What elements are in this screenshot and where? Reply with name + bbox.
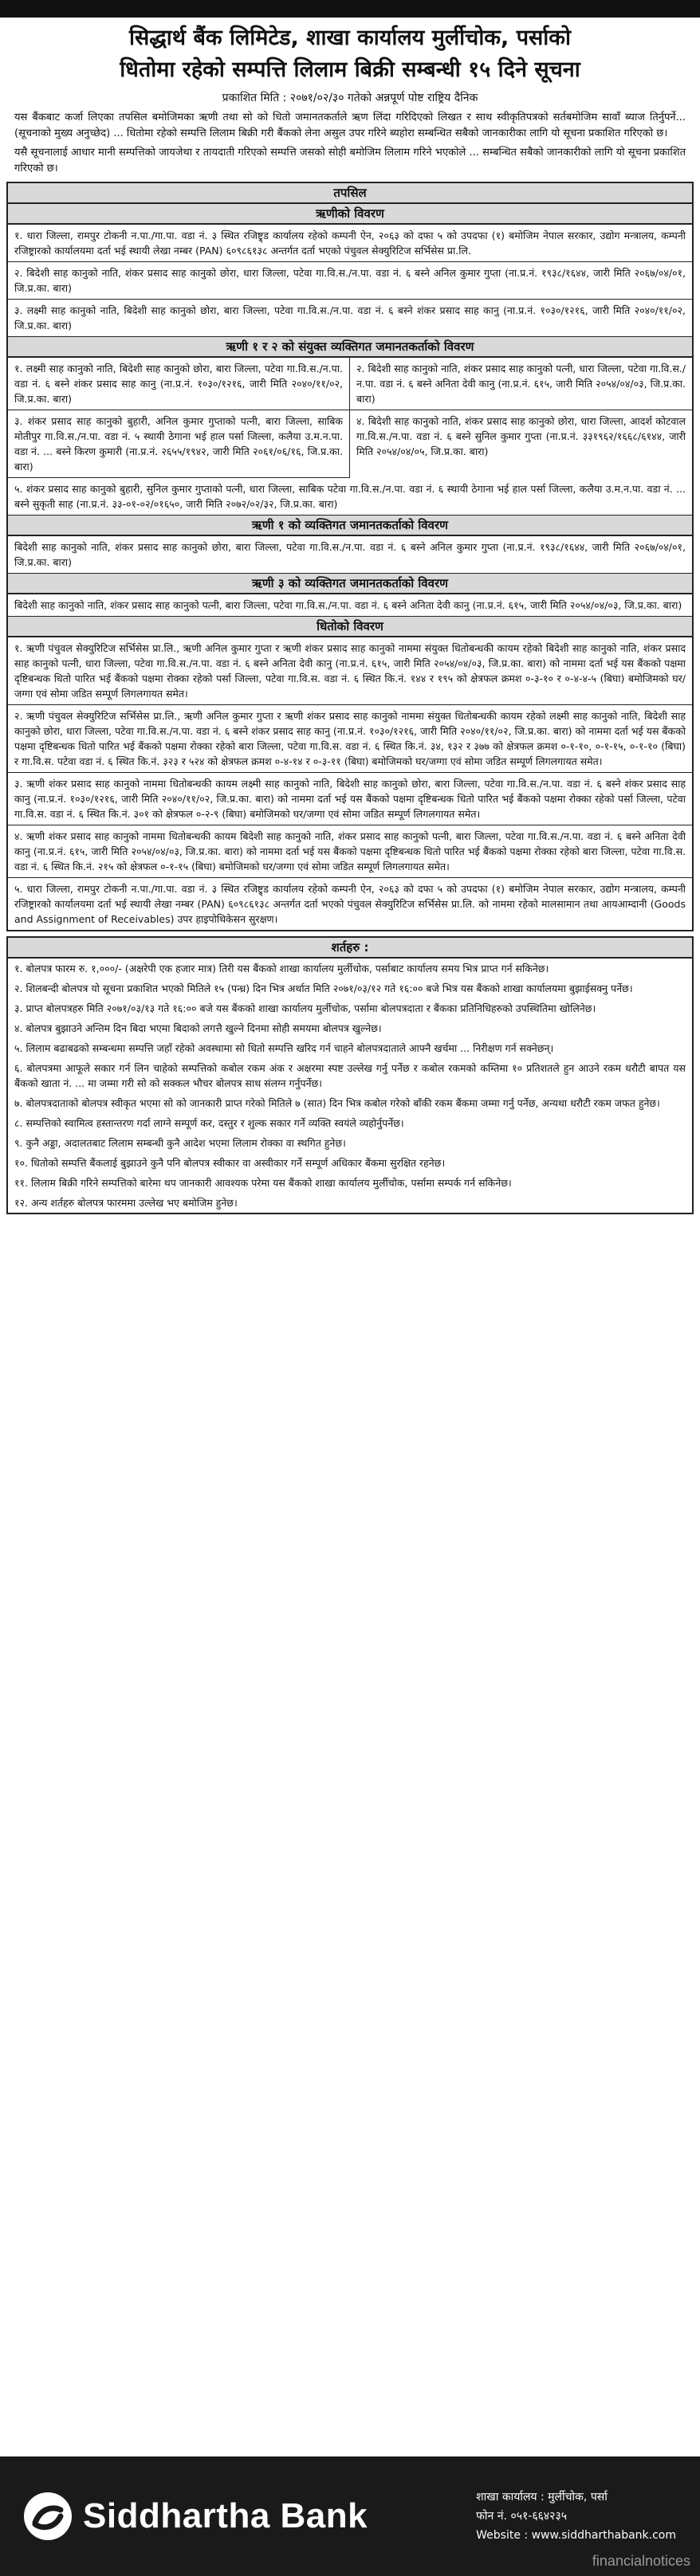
bank-name: Siddhartha Bank [83, 2496, 368, 2535]
term-item: १०. धितोको सम्पत्ति बैंकलाई बुझाउने कुनै पनि बोलपत्र स्वीकार वा अस्वीकार गर्ने सम्पूर्ण अधिकार बैंकमा सुरक्षित रहनेछ। [14, 1157, 446, 1169]
title-line-2: धितोमा रहेको सम्पत्ति लिलाम बिक्री सम्बन्धी १५ दिने सूचना [120, 57, 580, 82]
collateral-heading: धितोको विवरण [8, 617, 692, 637]
borrower-item: १. धारा जिल्ला, रामपुर टोकनी न.पा./गा.पा. वडा नं. ३ स्थित रजिष्ट्र्ड कार्यालय रहेको कम्पनी ऐन, २०६३ को दफा ५ को उपदफा (१) बमोजिम नेपाल सरकार, उद्योग मन्त्रालय, कम्पनी रजिष्ट्रारको कार्यालयमा दर्ता भई स्थायी लेखा नम्बर (PAN) ६०९८६१३८ अन्तर्गत दर्ता भएको पंचुवल सेक्युरिटिज सर्भिसेस प्रा.लि. [8, 225, 692, 262]
collateral-item: २. ऋणी पंचुवल सेक्युरिटिज सर्भिसेस प्रा.लि., ऋणी अनिल कुमार गुप्ता र ऋणी शंकर प्रसाद साह कानुको नाममा संयुक्त धितोबन्धकी कायम रहेको लक्ष्मी साह कानुको नाति, बिदेशी साह कानुको छोरा, धारा जिल्ला, पटेवा गा.वि.स./न.पा. वडा नं. ६ बस्ने शंकर प्रसाद साह कानु (ना.प्र.नं. १०३०/१२१६, जारी मिति २०४०/११/०२, जि.प्र.का. बारा) को नाममा दर्ता भई यस बैंकको पक्षमा दृष्टिबन्धक धितो पारित भई बैंकको पक्षमा रोक्का रहेको बारा जिल्ला, पटेवा गा.वि.स. वडा नं. ६ स्थित कि.नं. ३४, १३२ र ३७७ को क्षेत्रफल क्रमश ०-१-१०, ०-१-१५, ०-१-१० (बिघा) र गा.वि.स. पटेवा वडा नं. ६ स्थित कि.नं. ३२३ र ५२४ को क्षेत्रफल क्रमश ०-४-१४ र ०-३-११ (बिघा) बमोजिमको घर/जग्गा एवं सोमा जडित सम्पूर्ण लिगलगायत समेत। [8, 705, 692, 773]
guarantor-item: १. लक्ष्मी साह कानुको नाति, बिदेशी साह कानुको छोरा, बारा जिल्ला, पटेवा गा.वि.स./न.पा. वडा नं. ६ बस्ने शंकर प्रसाद साह कानु (ना.प्र.नं. १०३०/१२१६, जारी मिति २०४०/११/०२, जि.प्र.का. बारा) [8, 358, 350, 410]
terms-heading: शर्तहरु : [8, 938, 692, 959]
term-item: ५. लिलाम बढाबढको सम्बन्धमा सम्पत्ति जहाँ रहेको अवस्थामा सो धितो सम्पत्ति खरिद गर्न चाहने बोलपत्रदाताले आफ्नै खर्चमा ... निरीक्षण गर्न सक्नेछन्। [14, 1042, 554, 1054]
borrower-item: ३. लक्ष्मी साह कानुको नाति, बिदेशी साह कानुको छोरा, बारा जिल्ला, पटेवा गा.वि.स./न.पा. वडा नं. ६ बस्ने शंकर प्रसाद साह कानु (ना.प्र.नं. १०३०/१२१६, जारी मिति २०४०/११/०२, जि.प्र.का. बारा) [8, 300, 692, 337]
borrower-item: २. बिदेशी साह कानुको नाति, शंकर प्रसाद साह कानुको छोरा, धारा जिल्ला, पटेवा गा.वि.स./न.पा. वडा नं. ६ बस्ने अनिल कुमार गुप्ता (ना.प्र.नं. १९३८/१६४४, जारी मिति २०६७/०४/०१, जि.प्र.का. बारा) [8, 262, 692, 300]
guarantor-item: ३. शंकर प्रसाद साह कानुको बुहारी, अनिल कुमार गुप्ताको पत्नी, बारा जिल्ला, साबिक मोतीपुर गा.वि.स./न.पा. वडा नं. ५ स्थायी ठेगाना भई हाल पर्सा जिल्ला, कलैया उ.म.न.पा. वडा नं. ... बस्ने किरण कुमारी (ना.प्र.नं. २६५५/१९४२, जारी मिति २०६१/०६/१६, जि.प्र.का. बारा) [8, 410, 350, 478]
tapasil-heading: तपसिल [8, 183, 692, 204]
term-item: ११. लिलाम बिक्री गरिने सम्पत्तिको बारेमा थप जानकारी आवश्यक परेमा यस बैंकको शाखा कार्यालय मुर्लीचोक, पर्सामा सम्पर्क गर्न सकिनेछ। [14, 1177, 512, 1189]
guarantor-item: २. बिदेशी साह कानुको नाति, शंकर प्रसाद साह कानुको पत्नी, धारा जिल्ला, पटेवा गा.वि.स./न.पा. वडा नं. ६ बस्ने अनिता देवी कानु (ना.प्र.नं. ६१५, जारी मिति २०५४/०४/०३, जि.प्र.का. बारा) [350, 358, 692, 410]
collateral-item: ५. धारा जिल्ला, रामपुर टोकनी न.पा./गा.पा. वडा नं. ३ स्थित रजिष्ट्र्ड कार्यालय रहेको कम्पनी ऐन, २०६३ को दफा ५ को उपदफा (१) बमोजिम नेपाल सरकार, उद्योग मन्त्रालय, कम्पनी रजिष्ट्रारको कार्यालयमा दर्ता भई स्थायी लेखा नम्बर (PAN) ६०९८६१३८ अन्तर्गत दर्ता भएको पंचुवल सेक्युरिटिज सर्भिसेस प्रा.लि. को नाममा रहेको मालसामान तथा आयआम्दानी (Goods and Assignment of Receivables) उपर हाइपोथिकेसन सुरक्षण। [14, 883, 686, 925]
borrowers-heading: ऋणीको विवरण [8, 204, 692, 225]
collateral-item: ३. ऋणी शंकर प्रसाद साह कानुको नाममा धितोबन्धकी कायम लक्ष्मी साह कानुको नाति, बिदेशी साह कानुको छोरा, बारा जिल्ला, पटेवा गा.वि.स./न.पा. वडा नं. ६ बस्ने शंकर प्रसाद साह कानु (ना.प्र.नं. १०३०/१२१६, जारी मिति २०४०/११/०२, जि.प्र.का. बारा) को नाममा दर्ता भई यस बैंकको पक्षमा दृष्टिबन्धक धितो पारित भई बैंकको पक्षमा रोक्का रहेको पर्सा जिल्ला, पटेवा गा.वि.स. वडा नं. ६ स्थित कि.नं. ३०१ को क्षेत्रफल ०-२-९ (बिघा) बमोजिमको घर/जग्गा एवं सोमा जडित सम्पूर्ण लिगलगायत समेत। [8, 773, 692, 825]
guarantor-3-heading: ऋणी ३ को व्यक्तिगत जमानतकर्ताको विवरण [8, 574, 692, 594]
term-item: ८. सम्पत्तिको स्वामित्व हस्तान्तरण गर्दा लाग्ने सम्पूर्ण कर, दस्तुर र शुल्क सकार गर्ने व्यक्ति स्वयंले व्यहोर्नुपर्नेछ। [14, 1117, 404, 1129]
guarantor-item: ५. शंकर प्रसाद साह कानुको बुहारी, सुनिल कुमार गुप्ताको पत्नी, धारा जिल्ला, साबिक पटेवा गा.वि.स./न.पा. वडा नं. ६ स्थायी ठेगाना भई हाल पर्सा जिल्ला, कलैया उ.म.न.पा. वडा नं. ... बस्ने सुकृती साह (ना.प्र.नं. ३३-०१-०२/०१६५०, जारी मिति २०७२/०२/३२, जि.प्र.का. बारा) [8, 478, 692, 516]
guarantors-12-grid [8, 358, 692, 478]
term-item: १. बोलपत्र फारम रु. १,०००/- (अक्षरेपी एक हजार मात्र) तिरी यस बैंकको शाखा कार्यालय मुर्लीचोक, पर्साबाट कार्यालय समय भित्र प्राप्त गर्न सकिनेछ। [14, 963, 549, 974]
term-item: ६. बोलपत्रमा आफूले सकार गर्न लिन चाहेको सम्पत्तिको कबोल रकम अंक र अक्षरमा स्पष्ट उल्लेख गर्नु पर्नेछ र कबोल रकमको कम्तिमा १० प्रतिशतले हुन आउने रकम धरौटी बापत यस बैंकको खाता नं. ... मा जम्मा गरी सो को सक्कल भौचर बोलपत्र साथ संलग्न गर्नुपर्नेछ। [14, 1062, 686, 1089]
term-item: ७. बोलपत्रदाताको बोलपत्र स्वीकृत भएमा सो को जानकारी प्राप्त गरेको मितिले ७ (सात) दिन भित्र कबोल गरेको बाँकी रकम बैंकमा जम्मा गर्नु पर्नेछ, अन्यथा धरौटी रकम जफत हुनेछ। [14, 1097, 660, 1109]
bank-brand [24, 2492, 368, 2540]
intro-paragraph-1: यस बैंकबाट कर्जा लिएका तपसिल बमोजिमका ऋणी तथा सो को धितो जमानतकर्ताले ऋण लिंदा गरिदिएको लिखत र साथ स्वीकृतिपत्रको सर्तबमोजिम सावाँ ब्याज तिर्नुपर्ने... (सूचनाको मुख्य अनुच्छेद) ... धितोमा रहेको सम्पत्ति लिलाम बिक्री गरी बैंकको लेना असुल उपर गरिने ब्यहोरा सम्बन्धित सबैको जानकारीका लागि यो सूचना प्रकाशित गरिएको छ। [14, 112, 686, 139]
notice-title [0, 18, 700, 86]
publication-info: प्रकाशित मिति : २०७१/०२/३० गतेको अन्नपूर्ण पोष्ट राष्ट्रिय दैनिक [222, 92, 478, 104]
guarantor-1-text: बिदेशी साह कानुको नाति, शंकर प्रसाद साह कानुको छोरा, बारा जिल्ला, पटेवा गा.वि.स./न.पा. वडा नं. ६ बस्ने अनिल कुमार गुप्ता (ना.प्र.नं. १९३८/१६४४, जारी मिति २०६७/०४/०१, जि.प्र.का. बारा) [8, 536, 692, 574]
collateral-item: १. ऋणी पंचुवल सेक्युरिटिज सर्भिसेस प्रा.लि., ऋणी अनिल कुमार गुप्ता र ऋणी शंकर प्रसाद साह कानुको नाममा संयुक्त धितोबन्धकी कायम रहेको बिदेशी साह कानुको नाति, शंकर प्रसाद साह कानुको पत्नी, धारा जिल्ला, पटेवा गा.वि.स./न.पा. वडा नं. ६ बस्ने अनिता देवी कानु (ना.प्र.नं. ६१५, जारी मिति २०५४/०४/०३, जि.प्र.का. बारा) को नाममा दर्ता भई यस बैंकको पक्षमा दृष्टिबन्धक धितो पारित भई बैंकको पक्षमा रोक्का रहेको पर्सा जिल्ला, पटेवा गा.वि.स. वडा नं. ६ स्थित कि.नं. १४४ र १९५ को क्षेत्रफल क्रमश ०-३-१० र ०-४-४-५ (बिघा) बमोजिमको घर/जग्गा एवं सोमा जडित सम्पूर्ण लिगलगायत समेत। [8, 637, 692, 705]
term-item: १२. अन्य शर्तहरु बोलपत्र फारममा उल्लेख भए बमोजिम हुनेछ। [14, 1197, 238, 1209]
guarantor-item: ४. बिदेशी साह कानुको नाति, शंकर प्रसाद साह कानुको छोरा, धारा जिल्ला, आदर्श कोटवाल गा.वि.स./न.पा. वडा नं. ६ बस्ने सुनिल कुमार गुप्ता (ना.प्र.नं. ३३१९६२/१६६८/६१४४, जारी मिति २०५४/०४/०५, जि.प्र.का. बारा) [356, 415, 686, 457]
term-item: ९. कुनै अड्डा, अदालतबाट लिलाम सम्बन्धी कुनै आदेश भएमा लिलाम रोक्का वा स्थगित हुनेछ। [14, 1137, 346, 1149]
term-item: ४. बोलपत्र बुझाउने अन्तिम दिन बिदा भएमा बिदाको लगत्तै खुल्ने दिनमा सोही समयमा बोलपत्र खुल्नेछ। [14, 1022, 382, 1034]
footer-bar [0, 2456, 700, 2576]
intro-paragraph-2: यसै सूचनालाई आधार मानी सम्पत्तिको जायजेथा र तायदाती गरिएको सम्पत्ति जसको सोही बमोजिम लिलाम गरिने भएकोले ... सम्बन्धित सबैको जानकारीको लागि यो सूचना प्रकाशित गरिएको छ। [14, 147, 686, 174]
top-bar [0, 0, 700, 18]
title-line-1: सिद्धार्थ बैंक लिमिटेड, शाखा कार्यालय मुर्लीचोक, पर्साको [128, 25, 572, 50]
details-table [6, 182, 694, 931]
guarantor-1-heading: ऋणी १ को व्यक्तिगत जमानतकर्ताको विवरण [8, 516, 692, 536]
terms-box [6, 936, 694, 1214]
watermark: financialnotices [592, 2553, 690, 2569]
branch-office: शाखा कार्यालय : मुर्लीचोक, पर्सा [476, 2491, 608, 2503]
branch-contact [476, 2488, 676, 2545]
term-item: ३. प्राप्त बोलपत्रहरु मिति २०७१/०३/१३ गते १६:०० बजे यस बैंकको शाखा कार्यालय मुर्लीचोक, पर्सामा बोलपत्रदाता र बैंकका प्रतिनिधिहरुको उपस्थितिमा खोलिनेछ। [14, 1002, 596, 1014]
branch-phone: फोन नं. ०५१-६६४२३५ [476, 2510, 568, 2523]
collateral-item: ४. ऋणी शंकर प्रसाद साह कानुको नाममा धितोबन्धकी कायम बिदेशी साह कानुको नाति, शंकर प्रसाद साह कानुको पत्नी, बारा जिल्ला, पटेवा गा.वि.स./न.पा. वडा नं. ६ बस्ने अनिता देवी कानु (ना.प्र.नं. ६१५, जारी मिति २०५४/०४/०३, जि.प्र.का. बारा) को नाममा दर्ता भई यस बैंकको पक्षमा दृष्टिबन्धक धितो पारित भई बैंकको पक्षमा रोक्का रहेको बारा जिल्ला, पटेवा गा.वि.स. वडा नं. ६ स्थित कि.नं. २१५ को क्षेत्रफल ०-१-१५ (बिघा) बमोजिमको घर/जग्गा एवं सोमा जडित सम्पूर्ण लिगलगायत समेत। [8, 825, 692, 878]
bank-website[interactable]: Website : www.siddharthabank.com [476, 2529, 676, 2542]
bank-logo-icon [24, 2492, 72, 2540]
term-item: २. शिलबन्दी बोलपत्र यो सूचना प्रकाशित भएको मितिले १५ (पन्ध्र) दिन भित्र अर्थात मिति २०७१/०३/१२ गते १६:०० बजे भित्र यस बैंकको शाखा कार्यालयमा बुझाईसक्नु पर्नेछ। [14, 982, 633, 994]
guarantors-12-heading: ऋणी १ र २ को संयुक्त व्यक्तिगत जमानतकर्ताको विवरण [8, 337, 692, 358]
guarantor-3-text: बिदेशी साह कानुको नाति, शंकर प्रसाद साह कानुको पत्नी, बारा जिल्ला, पटेवा गा.वि.स./न.पा. वडा नं. ६ बस्ने अनिता देवी कानु (ना.प्र.नं. ६१५, जारी मिति २०५४/०४/०३, जि.प्र.का. बारा) [8, 594, 692, 617]
